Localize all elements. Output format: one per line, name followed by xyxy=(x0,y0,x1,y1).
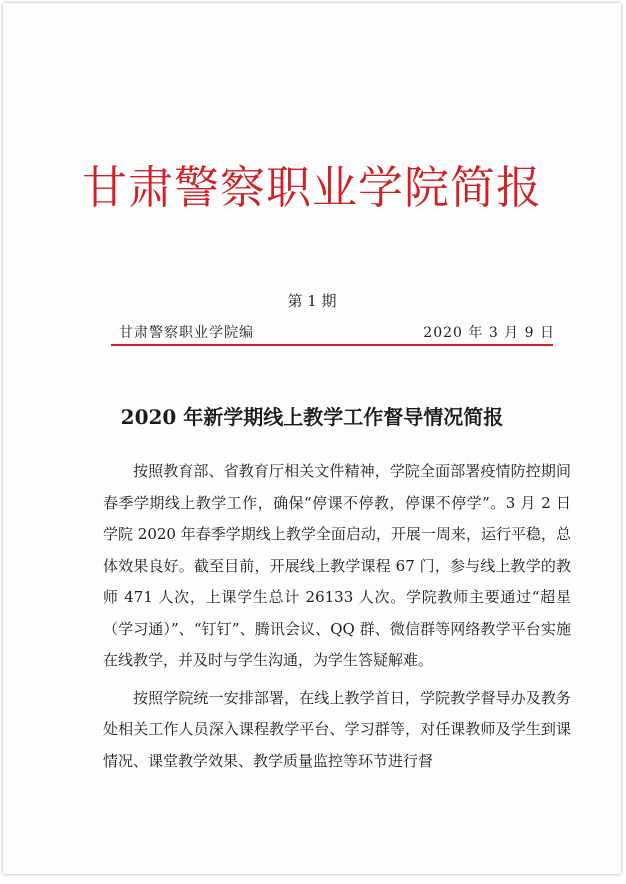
issue-number: 第 1 期 xyxy=(287,292,337,310)
masthead-title: 甘肃警察职业学院简报 xyxy=(81,163,542,213)
body-paragraph: 按照学院统一安排部署，在线上教学首日，学院教学督导办及教务处相关工作人员深入课程教学平台、学习群等，对任课教师及学生到课情况、课堂教学效果、教学质量监控等环节进行督 xyxy=(103,688,571,770)
article-body xyxy=(103,456,571,783)
article-headline: 2020 年新学期线上教学工作督导情况简报 xyxy=(120,405,504,429)
document-page xyxy=(3,3,621,874)
body-paragraph: 按照教育部、省教育厅相关文件精神，学院全面部署疫情防控期间春季学期线上教学工作，确保“停课不停教，停课不停学”。3 月 2 日学院 2020 年春季学期线上教学全面启动，开展一周来，运行平稳，总体效果良好。截至目前，开展线上教学课程 67 门，参与线上教学的教师 471 人次，上课学生总计 26133 人次。学院教师主要通过“超星（学习通）”、“钉钉”、腾讯会议、QQ 群、微信群等网络教学平台实施在线教学，并及时与学生沟通，为学生答疑解难。 xyxy=(103,462,571,669)
issuer-name: 甘肃警察职业学院编 xyxy=(119,325,254,341)
red-divider xyxy=(111,344,553,346)
issue-date: 2020 年 3 月 9 日 xyxy=(423,325,555,341)
